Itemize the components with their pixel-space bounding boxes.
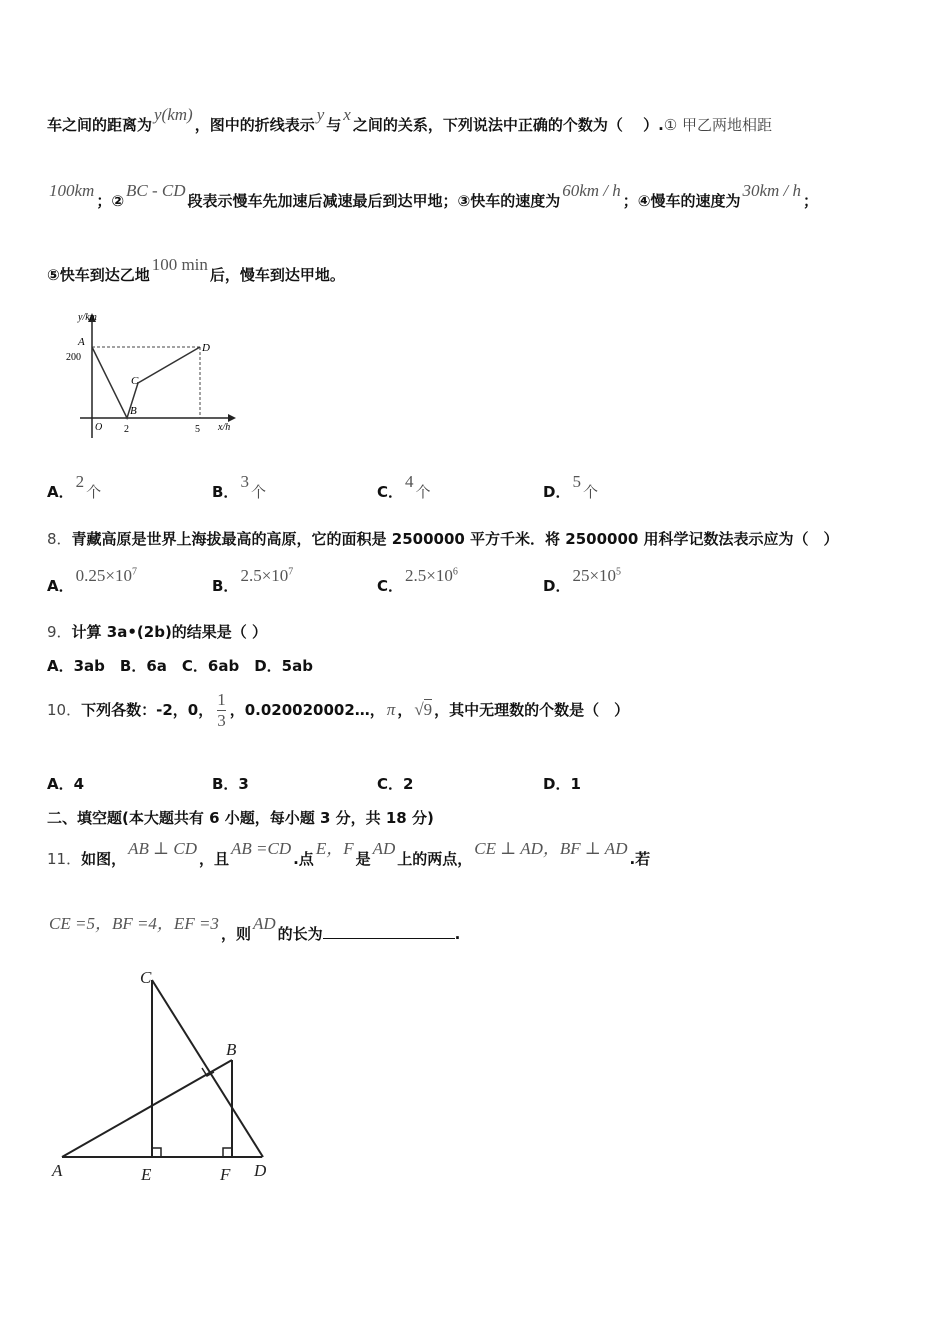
text: ； <box>803 192 819 210</box>
tick-label: 200 <box>66 352 81 363</box>
option-label: B． <box>212 483 239 501</box>
exponent: 6 <box>452 566 458 578</box>
math: 30km / h <box>742 181 802 200</box>
q11-figure <box>0 950 300 1200</box>
exponent: 5 <box>616 566 622 578</box>
option-value: 2.5×10 <box>240 566 289 585</box>
q10-question: 10．下列各数：-2，0， $\frac{1}{3}$ ，0.020020002…， π ， √9 ，其中无理数的个数是（ ） <box>47 690 630 730</box>
text: ， <box>397 701 413 719</box>
text: ① 甲乙两地相距 <box>663 116 772 134</box>
point-label: D <box>202 342 210 354</box>
point-label: F <box>220 1165 231 1184</box>
x-axis-label: x/h <box>218 422 231 433</box>
text: ；② <box>96 192 125 210</box>
q11-question <box>47 839 651 869</box>
option-unit: 个 <box>582 483 598 501</box>
question-number: 8． <box>47 530 72 548</box>
text: ，其中无理数的个数是（ ） <box>434 701 630 719</box>
math: AD <box>372 839 396 858</box>
math: y(km) <box>154 105 193 124</box>
text: 是 <box>355 850 371 868</box>
answer-blank[interactable] <box>323 924 455 939</box>
x-axis-arrow <box>228 414 236 422</box>
math: CE ⊥ AD，BF ⊥ AD <box>474 839 628 858</box>
option-value: 5 <box>572 472 581 491</box>
text: 段表示慢车先加速后减速最后到达甲地；③快车的速度为 <box>187 192 561 210</box>
fraction <box>217 690 226 731</box>
math: AD <box>252 914 276 933</box>
q7-option-b[interactable] <box>212 472 266 502</box>
q9-question <box>47 621 267 642</box>
point-label: B <box>226 1040 237 1059</box>
option-value: 25×10 <box>572 566 617 585</box>
text: ，则 <box>220 925 251 943</box>
math: 60km / h <box>562 181 621 200</box>
text: ，且 <box>198 850 229 868</box>
numerator: 1 <box>217 690 226 709</box>
text: 如图， <box>81 850 127 868</box>
text: 车之间的距离为 <box>47 116 153 134</box>
math: 100km <box>49 181 95 200</box>
text: . <box>454 925 461 943</box>
q7-graph <box>0 0 260 450</box>
math: AB ⊥ CD <box>128 839 197 858</box>
tick-label: 5 <box>195 424 200 435</box>
option-label: A． <box>47 483 74 501</box>
q10-option-d[interactable]: D．1 <box>543 775 581 793</box>
point-label: B <box>130 405 137 417</box>
math: CE =5，BF =4，EF =3 <box>49 914 219 933</box>
point-label: C <box>140 968 152 987</box>
option-value: 0.25×10 <box>75 566 132 585</box>
option-label: C． <box>377 483 404 501</box>
q8-option-b[interactable] <box>212 566 295 596</box>
point-label: A <box>78 336 85 348</box>
q9-options[interactable]: A．3ab B．6a C．6ab D．5ab <box>47 657 313 675</box>
text: 的长为 <box>277 925 323 943</box>
q8-option-c[interactable] <box>377 566 460 596</box>
q10-option-a[interactable]: A．4 <box>47 775 85 793</box>
point-label: D <box>254 1161 267 1180</box>
point-label: E <box>141 1165 152 1184</box>
question-number: 11． <box>47 850 82 868</box>
text: ；④慢车的速度为 <box>622 192 741 210</box>
option-value: 3 <box>240 472 249 491</box>
option-value: 2.5×10 <box>405 566 453 585</box>
section-title: 二、填空题(本大题共有 6 小题，每小题 3 分，共 18 分) <box>47 809 434 827</box>
radicand: 9 <box>423 700 433 719</box>
math: y <box>316 105 325 124</box>
option-value: 4 <box>405 472 414 491</box>
q7-option-d[interactable] <box>543 472 598 502</box>
tick-label: 2 <box>124 424 129 435</box>
math: 100 min <box>151 255 208 274</box>
math: AB =CD <box>231 839 292 858</box>
text: 下列各数：-2，0， <box>81 701 214 719</box>
text: .若 <box>629 850 651 868</box>
exponent: 7 <box>131 566 137 578</box>
point-label: C <box>131 375 139 387</box>
q8-question <box>47 528 839 549</box>
right-angle-e <box>152 1148 161 1157</box>
text: 后，慢车到达甲地。 <box>209 266 345 284</box>
text: 与 <box>326 116 342 134</box>
option-label: D． <box>543 483 571 501</box>
option-unit: 个 <box>415 483 431 501</box>
question-text: 计算 3a•(2b)的结果是（ ） <box>71 623 268 641</box>
math: BC - CD <box>126 181 186 200</box>
text: ⑤快车到达乙地 <box>47 266 150 284</box>
origin-label: O <box>95 422 103 433</box>
segment-cd <box>152 980 263 1157</box>
question-number: 10． <box>47 701 82 719</box>
exponent: 7 <box>288 566 294 578</box>
denominator: 3 <box>217 711 226 730</box>
math: E，F <box>315 839 354 858</box>
text: 之间的关系，下列说法中正确的个数为（ ）. <box>352 116 664 134</box>
q8-option-d[interactable] <box>543 566 623 596</box>
q8-option-a[interactable] <box>47 566 139 596</box>
option-label: B． <box>212 577 239 595</box>
q10-option-c[interactable]: C．2 <box>377 775 414 793</box>
q7-option-a[interactable] <box>47 472 102 502</box>
q7-option-c[interactable] <box>377 472 431 502</box>
question-text: 青藏高原是世界上海拔最高的高原，它的面积是 2500000 平方千米．将 2500000 用科学记数法表示应为（ ） <box>71 530 839 548</box>
math: π <box>386 700 396 719</box>
math: x <box>343 105 351 124</box>
point-label: A <box>52 1161 63 1180</box>
text: ，0.020020002…， <box>229 701 385 719</box>
option-unit: 个 <box>250 483 266 501</box>
polyline-abcd <box>92 347 200 418</box>
option-unit: 个 <box>86 483 102 501</box>
question-number: 9． <box>47 623 72 641</box>
option-label: A． <box>47 577 74 595</box>
q11-line2 <box>47 914 461 944</box>
option-label: D． <box>543 577 571 595</box>
y-axis-label: y/km <box>78 312 97 323</box>
q10-option-b[interactable]: B．3 <box>212 775 249 793</box>
option-value: 2 <box>75 472 85 491</box>
text: .点 <box>293 850 314 868</box>
text: 上的两点， <box>397 850 473 868</box>
option-label: C． <box>377 577 404 595</box>
right-angle-f <box>223 1148 232 1157</box>
text: ，图中的折线表示 <box>194 116 315 134</box>
